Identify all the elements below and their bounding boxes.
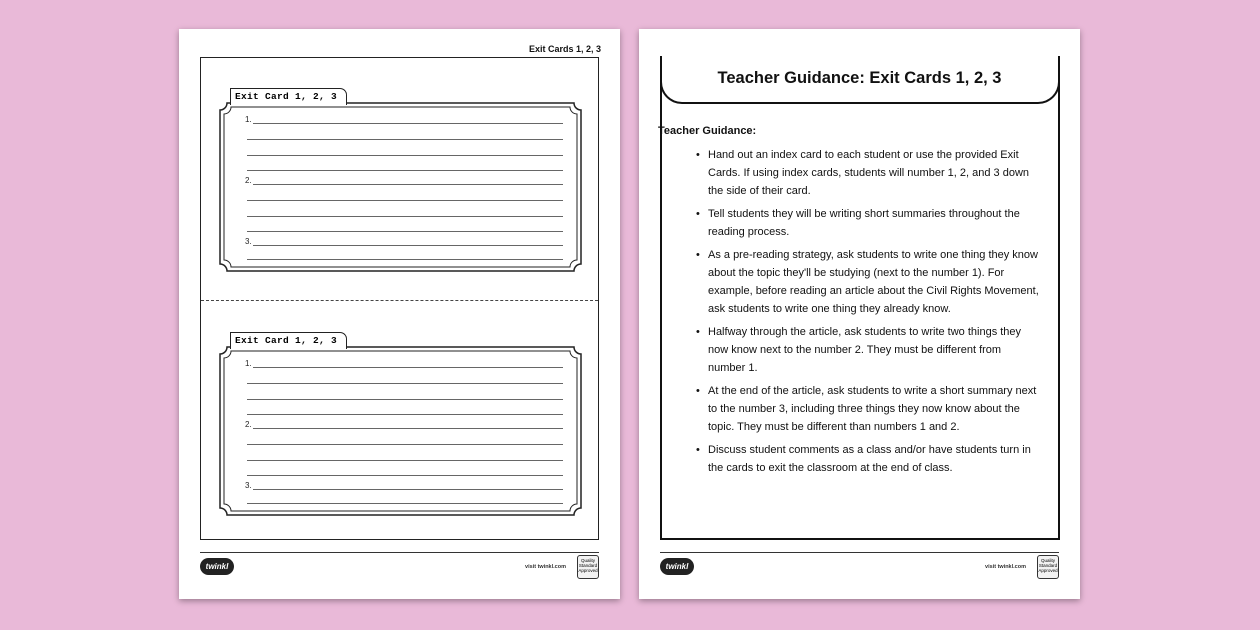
page-header-title: Exit Cards 1, 2, 3 bbox=[528, 44, 601, 54]
twinkl-logo: twinkl bbox=[200, 558, 234, 575]
twinkl-logo: twinkl bbox=[660, 558, 694, 575]
exit-cards-sheet bbox=[200, 57, 599, 540]
writing-line[interactable] bbox=[253, 245, 563, 246]
card-border bbox=[213, 317, 588, 532]
writing-line[interactable] bbox=[253, 123, 563, 124]
writing-line[interactable] bbox=[247, 200, 563, 201]
writing-line[interactable] bbox=[247, 460, 563, 461]
card-tab-title: Exit Card 1, 2, 3 bbox=[230, 88, 347, 105]
writing-line[interactable] bbox=[253, 367, 563, 368]
line-number-1: 1. bbox=[245, 359, 252, 368]
line-number-3: 3. bbox=[245, 237, 252, 246]
writing-line[interactable] bbox=[247, 170, 563, 171]
writing-line[interactable] bbox=[253, 184, 563, 185]
list-item: • Discuss student comments as a class and/or have students turn in the cards to exit the classroom at the end of class. bbox=[680, 441, 1040, 477]
dashed-cut-line bbox=[201, 300, 598, 301]
writing-line[interactable] bbox=[247, 444, 563, 445]
teacher-guidance-page bbox=[639, 29, 1080, 599]
line-number-1: 1. bbox=[245, 115, 252, 124]
site-url: visit twinkl.com bbox=[525, 564, 566, 570]
line-number-2: 2. bbox=[245, 176, 252, 185]
writing-line[interactable] bbox=[253, 489, 563, 490]
writing-line[interactable] bbox=[247, 231, 563, 232]
card-tab-title: Exit Card 1, 2, 3 bbox=[230, 332, 347, 349]
writing-line[interactable] bbox=[247, 155, 563, 156]
guidance-list bbox=[680, 146, 1040, 482]
writing-line[interactable] bbox=[253, 428, 563, 429]
site-url: visit twinkl.com bbox=[985, 564, 1026, 570]
list-item: • At the end of the article, ask students to write a short summary next to the number 3, including three things they now know about the topic. They must be different than numbers 1 and 2. bbox=[680, 382, 1040, 436]
writing-line[interactable] bbox=[247, 414, 563, 415]
exit-cards-page bbox=[179, 29, 620, 599]
section-label: Teacher Guidance: bbox=[658, 125, 757, 137]
quality-badge-icon: Quality Standard Approved bbox=[577, 555, 599, 579]
writing-line[interactable] bbox=[247, 503, 563, 504]
line-number-2: 2. bbox=[245, 420, 252, 429]
page-footer bbox=[660, 552, 1059, 583]
page-title: Teacher Guidance: Exit Cards 1, 2, 3 bbox=[717, 68, 1002, 87]
list-item: • Hand out an index card to each student or use the provided Exit Cards. If using index cards, students will number 1, 2, and 3 down the side of their card. bbox=[680, 146, 1040, 200]
writing-line[interactable] bbox=[247, 383, 563, 384]
writing-line[interactable] bbox=[247, 475, 563, 476]
quality-badge-icon: Quality Standard Approved bbox=[1037, 555, 1059, 579]
writing-line[interactable] bbox=[247, 259, 563, 260]
exit-card bbox=[213, 73, 588, 288]
writing-line[interactable] bbox=[247, 139, 563, 140]
list-item: • Halfway through the article, ask students to write two things they now know next to the number 2. They must be different from number 1. bbox=[680, 323, 1040, 377]
line-number-3: 3. bbox=[245, 481, 252, 490]
page-footer bbox=[200, 552, 599, 583]
exit-card bbox=[213, 317, 588, 532]
list-item: • Tell students they will be writing short summaries throughout the reading process. bbox=[680, 205, 1040, 241]
writing-line[interactable] bbox=[247, 399, 563, 400]
title-banner bbox=[660, 56, 1060, 104]
card-border bbox=[213, 73, 588, 288]
writing-line[interactable] bbox=[247, 216, 563, 217]
list-item: • As a pre-reading strategy, ask students to write one thing they know about the topic they'll be studying (next to the number 1). For example, before reading an article about the Civil Rights Movement, ask students to write one thing they already know. bbox=[680, 246, 1040, 318]
